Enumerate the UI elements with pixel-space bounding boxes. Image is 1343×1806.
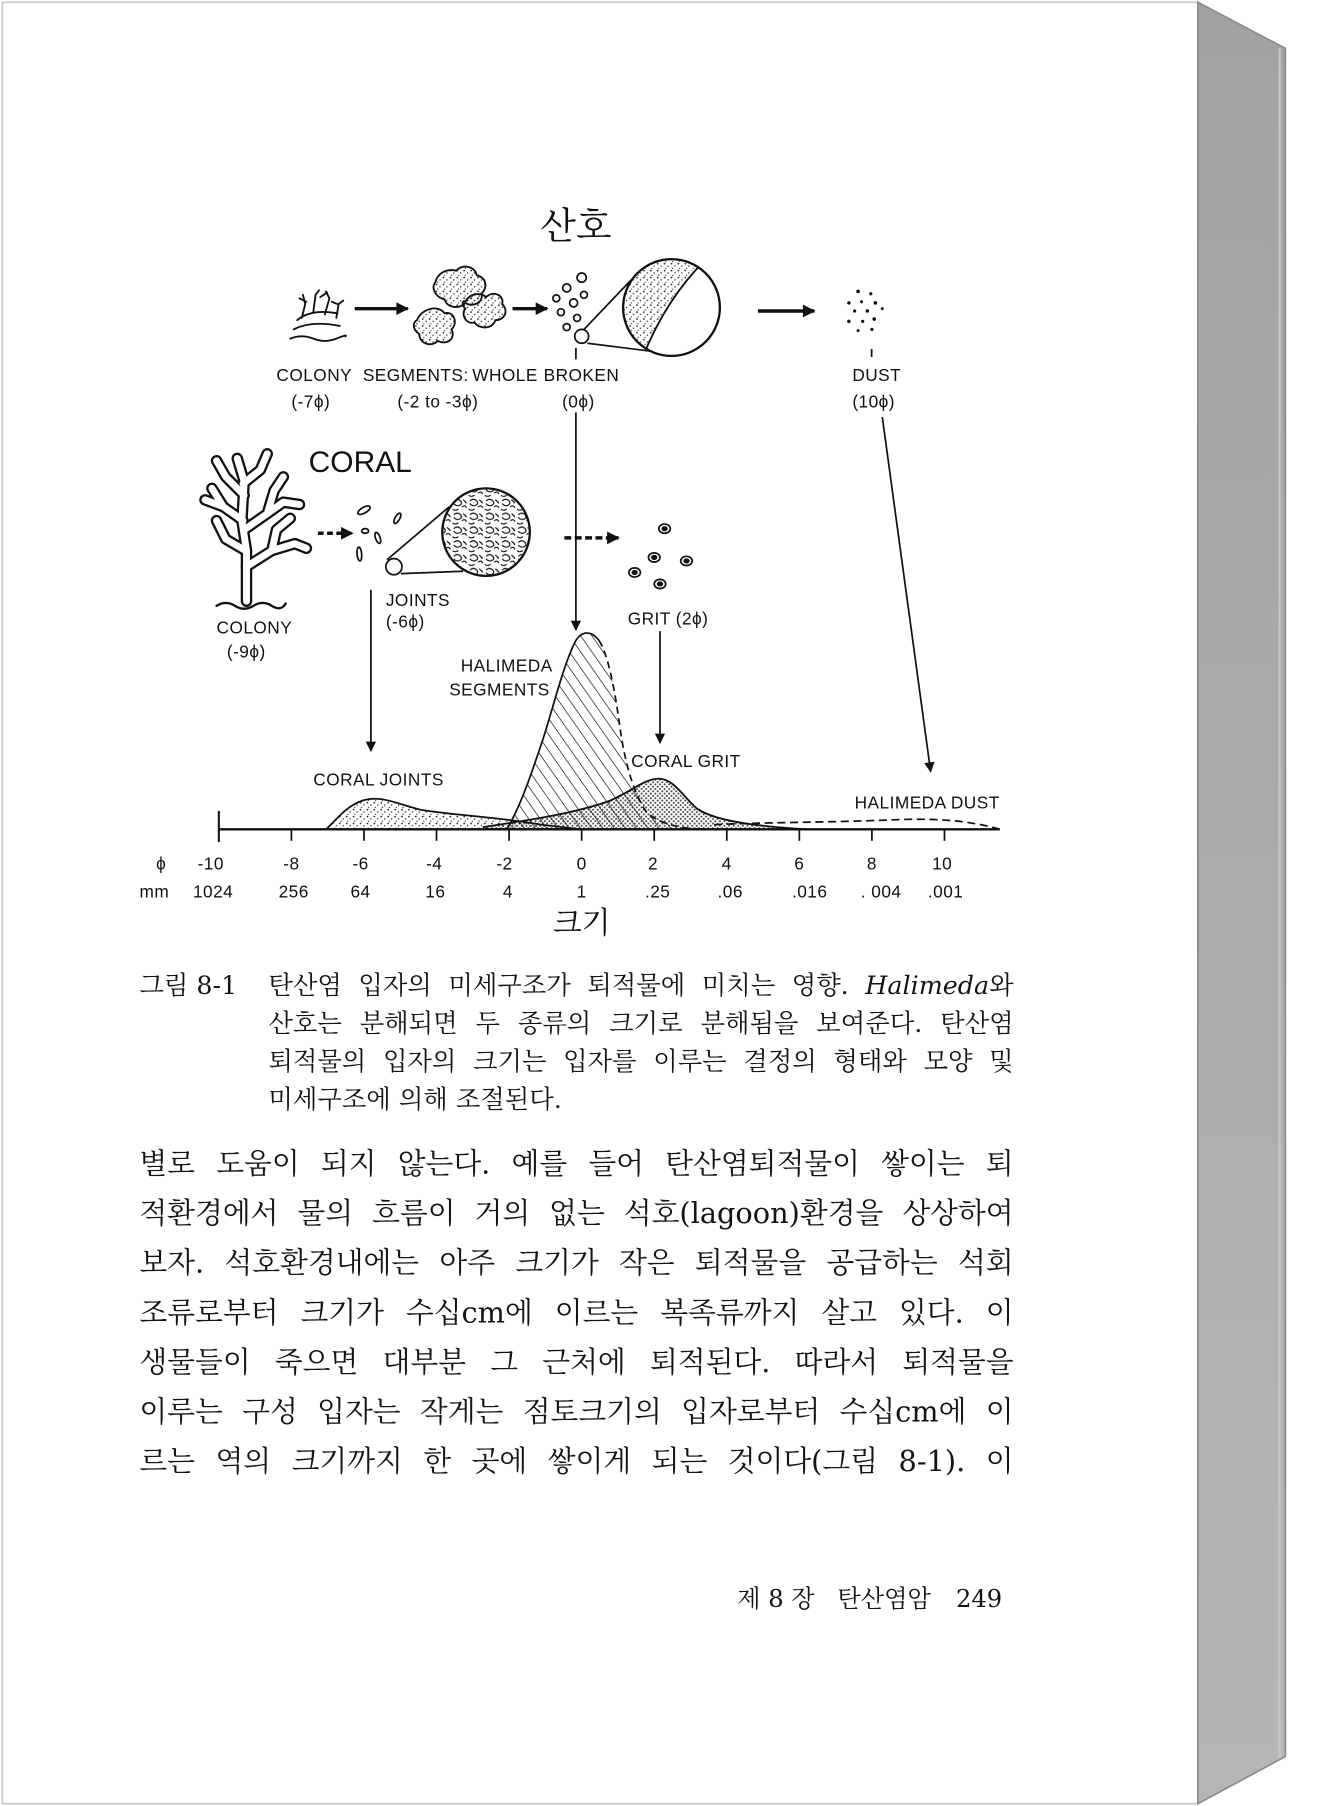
halimeda-segments-drawing: [414, 267, 506, 345]
footer-chapter: 제 8 장: [737, 1584, 815, 1613]
body-paragraph: [139, 1139, 1013, 1486]
axis-tick-label: 64: [350, 881, 371, 902]
label-halimeda-segments-2: SEGMENTS: [449, 679, 550, 700]
coral-grit-drawing: [629, 524, 692, 589]
label-halimeda-dust: HALIMEDA DUST: [854, 792, 1000, 813]
label-broken: BROKEN: [543, 365, 620, 386]
axis-tick-label: 10: [932, 853, 953, 874]
label-segments: SEGMENTS:: [362, 365, 469, 386]
halimeda-colony-drawing: [290, 290, 346, 341]
label-colony-coral-phi: (-9ϕ): [226, 641, 266, 662]
axis-tick-label: . 004: [860, 881, 902, 902]
label-coral-joints: CORAL JOINTS: [313, 769, 444, 790]
label-halimeda-segments-1: HALIMEDA: [460, 655, 553, 676]
axis-tick-label: .016: [791, 881, 828, 902]
axis-tick-label: 16: [425, 881, 446, 902]
phi-tick-labels: [156, 854, 952, 874]
caption-line: 미세구조에 의해 조절된다.: [268, 1086, 562, 1115]
body-line: 조류로부터 크기가 수십cm에 이르는 복족류까지 살고 있다. 이: [139, 1295, 1014, 1330]
coral-colony-drawing: [205, 454, 306, 609]
caption-text: 탄산염 입자의 미세구조가 퇴적물에 미치는 영향.: [268, 972, 849, 1001]
axis-tick-label: 0: [576, 853, 587, 874]
arrow-dust-to-curve: [882, 417, 930, 772]
label-coral-grit: CORAL GRIT: [631, 751, 741, 772]
broken-magnified-circle: [620, 256, 720, 360]
mm-tick-labels: [139, 881, 963, 901]
axis-tick-label: 6: [794, 853, 805, 874]
axis-title: 크기: [552, 905, 611, 941]
body-line: 적환경에서 물의 흐름이 거의 없는 석호(lagoon)환경을 상상하여: [139, 1196, 1014, 1231]
axis-tick-label: 1024: [192, 881, 234, 902]
axis-tick-label: 8: [866, 853, 877, 874]
body-line: 별로 도움이 되지 않는다. 예를 들어 탄산염퇴적물이 쌓이는 퇴: [139, 1147, 1014, 1181]
label-colony-phi: (-7ϕ): [291, 391, 331, 412]
caption-line: 퇴적물의 입자의 크기는 입자를 이루는 결정의 형태와 모양 및: [268, 1048, 1014, 1077]
label-colony-coral: COLONY: [216, 617, 293, 638]
axis-tick-label: 2: [648, 853, 659, 874]
label-segments-phi: (-2 to -3ϕ): [397, 391, 479, 412]
coral-title: CORAL: [308, 446, 412, 480]
caption-line: [268, 968, 1013, 1006]
axis-phi-unit: ϕ: [156, 853, 167, 874]
page-number: 249: [955, 1584, 1003, 1613]
figure-title-korean: 산호: [540, 204, 612, 248]
label-colony-halimeda: COLONY: [276, 365, 353, 386]
caption-genus-italic: Halimeda: [865, 972, 990, 1001]
axis-tick-label: -4: [426, 853, 443, 874]
axis-tick-label: .25: [644, 881, 671, 902]
coral-joint-magnified-circle: [442, 488, 530, 576]
axis-tick-label: -6: [352, 853, 369, 874]
axis-tick-label: 1: [576, 881, 587, 902]
body-line: 생물들이 죽으면 대부분 그 근처에 퇴적된다. 따라서 퇴적물을: [139, 1345, 1014, 1379]
body-line: 르는 역의 크기까지 한 곳에 쌓이게 되는 것이다(그림 8-1). 이: [139, 1444, 1014, 1478]
axis-tick-label: 256: [278, 881, 309, 902]
dust-drawing: [847, 290, 884, 357]
caption-line: 산호는 분해되면 두 종류의 크기로 분해됨을 보여준다. 탄산염: [268, 1010, 1014, 1039]
caption-suffix: 와: [989, 972, 1014, 1001]
body-line: 이루는 구성 입자는 작게는 점토크기의 입자로부터 수십cm에 이: [139, 1394, 1014, 1429]
figure-caption: [268, 968, 1013, 1120]
axis-tick-label: -10: [197, 853, 224, 874]
label-grit: GRIT (2ϕ): [627, 608, 709, 629]
footer-chapter-title: 탄산염암: [837, 1584, 931, 1613]
axis-tick-label: -2: [496, 853, 513, 874]
label-joints-phi: (-6ϕ): [385, 611, 425, 632]
label-dust-phi: (10ϕ): [852, 391, 896, 412]
axis-tick-label: .001: [927, 881, 964, 902]
axis-tick-label: -8: [283, 853, 300, 874]
label-whole: WHOLE: [472, 365, 538, 386]
axis-mm-unit: mm: [139, 881, 170, 902]
caption-label: 그림 8-1: [139, 972, 238, 1001]
axis-tick-label: 4: [502, 881, 513, 902]
axis-tick-label: 4: [721, 853, 732, 874]
label-broken-phi: (0ϕ): [562, 391, 595, 412]
label-joints: JOINTS: [385, 589, 451, 610]
label-dust: DUST: [852, 365, 902, 386]
body-line: 보자. 석호환경내에는 아주 크기가 작은 퇴적물을 공급하는 석회: [139, 1246, 1014, 1280]
axis-tick-label: .06: [717, 881, 743, 902]
